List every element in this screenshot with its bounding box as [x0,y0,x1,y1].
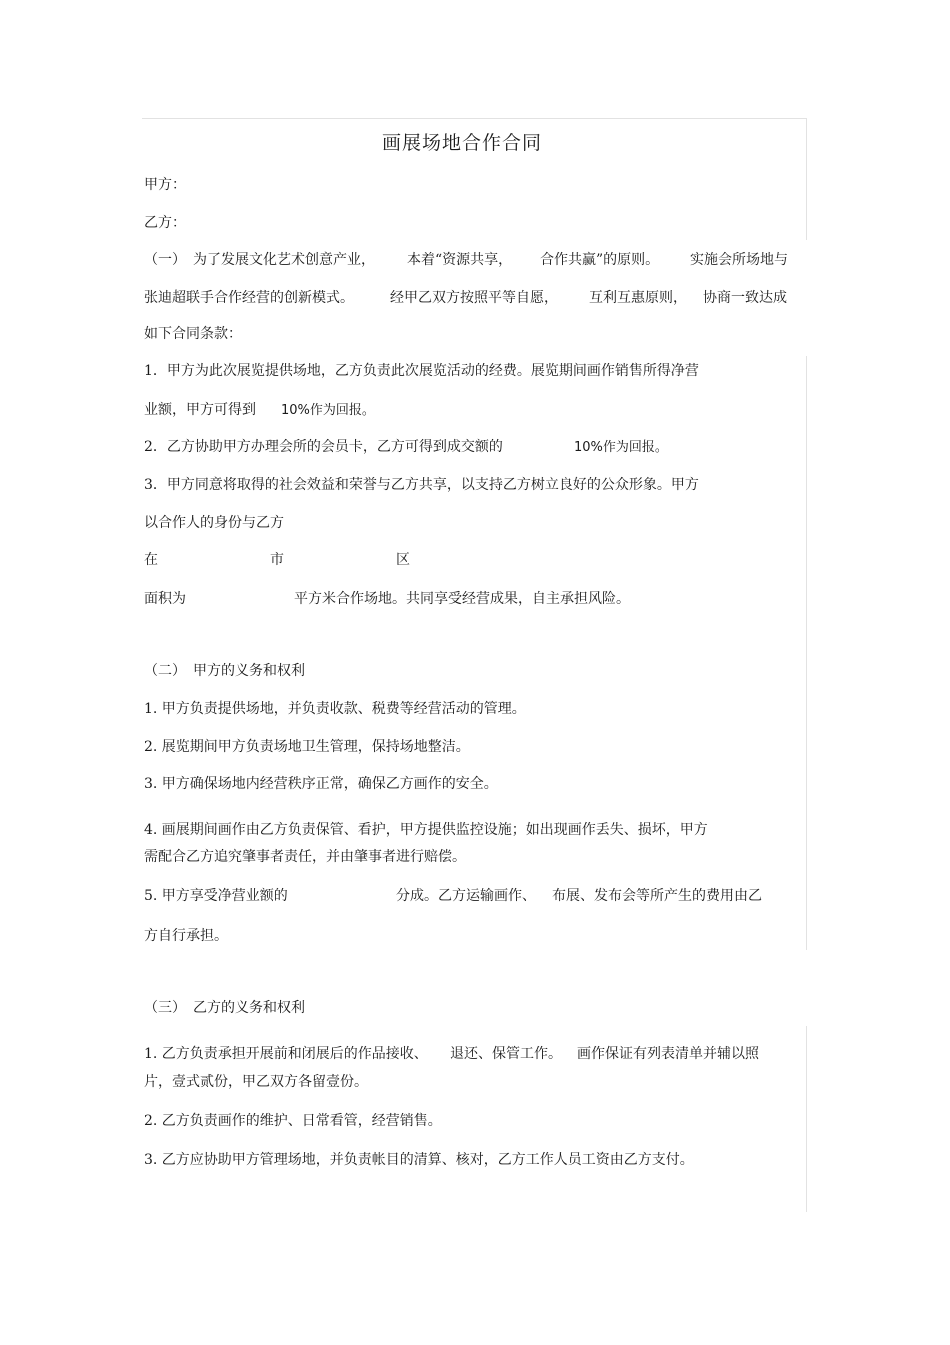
section-title: 甲方的义务和权利 [193,663,305,679]
party-a-line: 甲方： [144,177,186,193]
section-3-heading [144,999,305,1017]
term-text: 面积为 [144,591,186,607]
term-3-line-2: 以合作人的身份与乙方 [144,515,284,531]
section-2-item-3: 3. 甲方确保场地内经营秩序正常，确保乙方画作的安全。 [144,776,498,792]
term-text: 在 [144,552,158,568]
intro-line-2 [144,289,787,307]
term-text: 10%作为回报。 [281,403,375,418]
section-2-item-4-line-2: 需配合乙方追究肇事者责任，并由肇事者进行赔偿。 [144,849,466,865]
section-2-item-5-line-1 [144,887,762,905]
term-text: 平方米合作场地。共同享受经营成果，自主承担风险。 [294,591,630,607]
intro-text: 本着“资源共享， [407,252,513,268]
intro-line-1 [144,251,788,269]
document-title: 画展场地合作合同 [381,132,542,154]
section-text: 退还、保管工作。 [450,1046,562,1062]
intro-text: 张迪超联手合作经营的创新模式。 [144,290,354,306]
term-text: 市 [270,552,284,568]
section-text: 5. 甲方享受净营业额的 [144,888,288,904]
intro-text: 实施会所场地与 [690,252,788,268]
term-1-line-1: 1．甲方为此次展览提供场地，乙方负责此次展览活动的经费。展览期间画作销售所得净营 [144,363,699,379]
intro-text: 合作共赢”的原则。 [540,252,660,268]
term-2-line [144,438,668,457]
section-title: 乙方的义务和权利 [193,1000,305,1016]
intro-clause-number: （一） [144,252,186,268]
intro-text: 协商一致达成 [703,290,787,306]
term-3-line-4 [144,590,630,608]
party-b-line: 乙方： [144,215,186,231]
section-3-item-1-line-1 [144,1045,759,1063]
section-text: 画作保证有列表清单并辅以照 [577,1046,759,1062]
term-text: 区 [396,552,410,568]
page-border-right-2 [806,356,807,950]
section-number: （二） [144,663,186,679]
section-text: 布展、发布会等所产生的费用由乙 [552,888,762,904]
intro-text: 经甲乙双方按照平等自愿， [390,290,558,306]
section-2-item-2: 2. 展览期间甲方负责场地卫生管理，保持场地整洁。 [144,739,470,755]
term-text: 2．乙方协助甲方办理会所的会员卡，乙方可得到成交额的 [144,439,503,455]
term-text: 业额，甲方可得到 [144,402,256,418]
page-border-right-3 [806,1026,807,1212]
term-3-line-1: 3．甲方同意将取得的社会效益和荣誉与乙方共享，以支持乙方树立良好的公众形象。甲方 [144,477,699,493]
section-3-item-3: 3. 乙方应协助甲方管理场地，并负责帐目的清算、核对，乙方工作人员工资由乙方支付。 [144,1152,694,1168]
section-3-item-2: 2. 乙方负责画作的维护、日常看管，经营销售。 [144,1113,442,1129]
section-2-item-5-line-2: 方自行承担。 [144,928,228,944]
term-text: 10%作为回报。 [574,440,668,455]
section-number: （三） [144,1000,186,1016]
section-2-item-1: 1. 甲方负责提供场地，并负责收款、税费等经营活动的管理。 [144,701,526,717]
intro-text: 互利互惠原则， [589,290,687,306]
section-2-item-4-line-1: 4. 画展期间画作由乙方负责保管、看护，甲方提供监控设施；如出现画作丢失、损坏，甲方 [144,822,708,838]
section-text: 1. 乙方负责承担开展前和闭展后的作品接收、 [144,1046,428,1062]
section-text: 分成。乙方运输画作、 [396,888,536,904]
intro-line-3: 如下合同条款： [144,326,242,342]
term-1-line-2 [144,401,375,420]
page-border-top [142,118,806,119]
section-2-heading [144,662,305,680]
term-3-line-3 [144,551,410,569]
section-3-item-1-line-2: 片，壹式贰份，甲乙双方各留壹份。 [144,1074,368,1090]
intro-text: 为了发展文化艺术创意产业， [193,252,375,268]
